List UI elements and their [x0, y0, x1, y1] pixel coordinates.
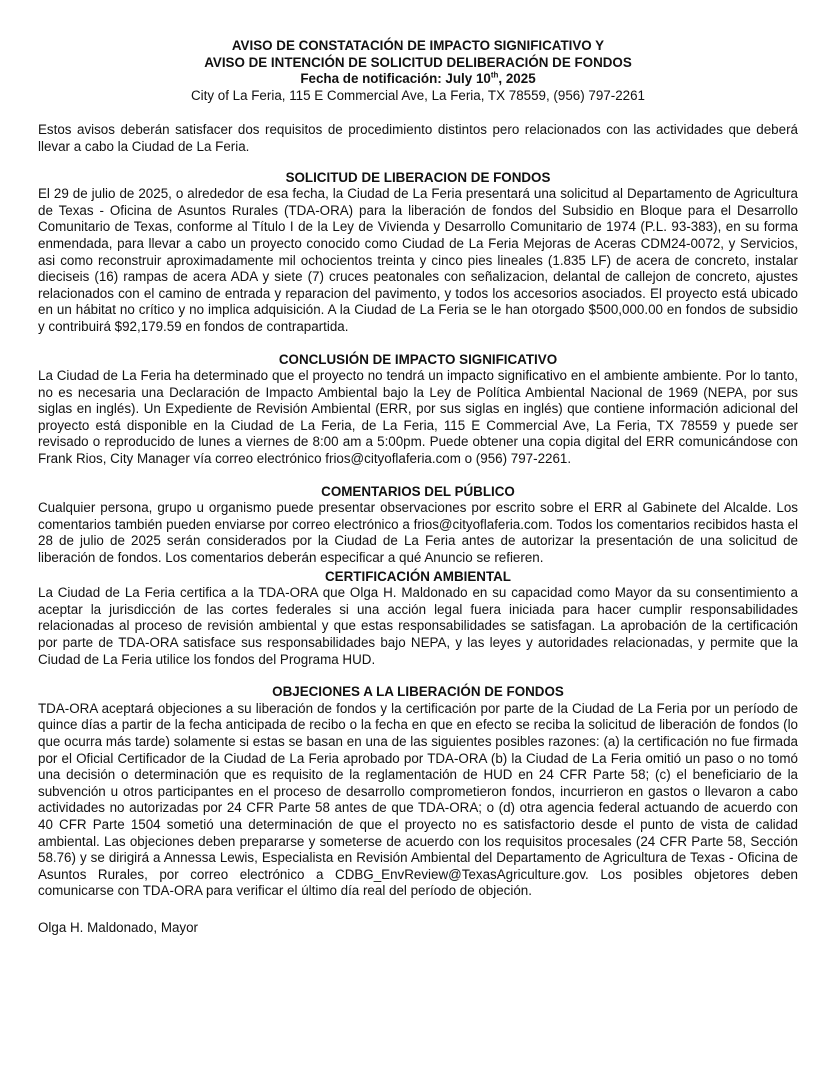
notification-date — [38, 71, 798, 88]
notice-header — [38, 38, 798, 104]
notification-date-prefix: Fecha de notificación: July 10 — [300, 71, 491, 87]
section-title-public-comments: COMENTARIOS DEL PÚBLICO — [321, 483, 515, 499]
section-body-public-comments: Cualquier persona, grupo u organismo puede presentar observaciones por escrito sobre el ERR al Gabinete del Alcalde. Los comentarios también pueden enviarse por correo electrónico a frios@cityoflaferia.com. Todos los comentarios recibidos hasta el 28 de julio de 2025 serán considerados por la Ciudad de La Feria antes de autorizar la presentación de una solicitud de liberación de fondos. Los comentarios deberán especificar a qué Anuncio se refieren. — [38, 500, 798, 566]
notice-title-line-1: AVISO DE CONSTATACIÓN DE IMPACTO SIGNIFICATIVO Y — [231, 38, 605, 53]
notice-title-line-2: AVISO DE INTENCIÓN DE SOLICITUD DELIBERACIÓN DE FONDOS — [204, 54, 632, 70]
city-address: City of La Feria, 115 E Commercial Ave, La Feria, TX 78559, (956) 797-2261 — [190, 87, 646, 103]
section-title-objections: OBJECIONES A LA LIBERACIÓN DE FONDOS — [272, 684, 564, 700]
section-title-environmental-certification: CERTIFICACIÓN AMBIENTAL — [325, 568, 511, 584]
section-body-significant-impact: La Ciudad de La Feria ha determinado que el proyecto no tendrá un impacto significativo en el ambiente ambiente. Por lo tanto, no es necesaria una Declaración de Impacto Ambiental bajo la Ley de Política Ambiental Nacional de 1969 (NEPA, por sus siglas en inglés). Un Expediente de Revisión Ambiental (ERR, por sus siglas en inglés) que contiene información adicional del proyecto está disponible en la Ciudad de La Feria, de La Feria, 115 E Commercial Ave, La Feria, TX 78559 y puede ser revisado o reproducido de lunes a viernes de 8:00 am a 5:00pm. Puede obtener una copia digital del ERR comunicándose con Frank Rios, City Manager vía correo electrónico frios@cityoflaferia.com o (956) 797-2261. — [38, 368, 798, 467]
section-title-significant-impact: CONCLUSIÓN DE IMPACTO SIGNIFICATIVO — [278, 351, 558, 367]
section-body-release-request: El 29 de julio de 2025, o alrededor de esa fecha, la Ciudad de La Feria presentará una solicitud al Departamento de Agricultura de Texas - Oficina de Asuntos Rurales (TDA-ORA) para la liberación de fondos del Subsidio en Bloque para el Desarrollo Comunitario de Texas, conforme al Título I de la Ley de Vivienda y Desarrollo Comunitario de 1974 (P.L. 93-383), en su forma enmendada, para llevar a cabo un proyecto conocido como Ciudad de La Feria Mejoras de Aceras CDM24-0072, y Servicios, asi como reconstruir aproximadamente mil ochocientos treinta y cinco pies lineales (1.835 LF) de acera de concreto, instalar dieciseis (16) rampas de acera ADA y siete (7) cruces peatonales con señalizacion, delantal de callejon de concreto, ajustes relacionados con el camino de entrada y reparacion del pavimento, y todos los accesorios asociados. El proyecto está ubicado en un hábitat no crítico y no implica adquisición. A la Ciudad de La Feria se le han otorgado $500,000.00 en fondos de subsidio y contribuirá $92,179.59 en fondos de contrapartida. — [38, 186, 798, 334]
intro-paragraph: Estos avisos deberán satisfacer dos requisitos de procedimiento distintos pero relacionados con las actividades que deberá llevar a cabo la Ciudad de La Feria. — [38, 122, 798, 154]
notification-date-ordinal: th — [490, 70, 499, 80]
section-body-objections: TDA-ORA aceptará objeciones a su liberación de fondos y la certificación por parte de la Ciudad de La Feria por un período de quince días a partir de la fecha anticipada de recibo o la fecha en que en efecto se reciba la solicitud de liberación de fondos (lo que ocurra más tarde) solamente si estas se basan en una de las siguientes posibles razones: (a) la certificación no fue firmada por el Oficial Certificador de la Ciudad de La Feria aprobado por TDA-ORA (b) la Ciudad de La Feria omitió un paso o no tomó una decisión o determinación que es requisito de la reglamentación de HUD en 24 CFR Parte 58; (c) el beneficiario de la subvención u otros participantes en el proceso de desarrollo comprometieron fondos, incurrieron en gastos o llevaron a cabo actividades no autorizadas por 24 CFR Parte 58 antes de que TDA-ORA; o (d) otra agencia federal actuando de acuerdo con 40 CFR Parte 1504 sometió una determinación de que el proyecto no es satisfactorio desde el punto de vista de calidad ambiental. Las objeciones deben prepararse y someterse de acuerdo con los requisitos procesales (24 CFR Parte 58, Sección 58.76) y se dirigirá a Annessa Lewis, Especialista en Revisión Ambiental del Departamento de Agricultura de Texas - Oficina de Asuntos Rurales, por correo electrónico a CDBG_EnvReview@TexasAgriculture.gov. Los posibles objetores deben comunicarse con TDA-ORA para verificar el último día real del período de objeción. — [38, 700, 798, 899]
notification-date-suffix: , 2025 — [498, 71, 536, 87]
section-title-release-request: SOLICITUD DE LIBERACION DE FONDOS — [285, 169, 551, 185]
notice-document — [38, 38, 798, 937]
section-body-environmental-certification: La Ciudad de La Feria certifica a la TDA-ORA que Olga H. Maldonado en su capacidad como Mayor da su consentimiento a aceptar la jurisdicción de las cortes federales si una acción legal fuera iniciada para hacer cumplir responsabilidades relacionadas al proceso de revisión ambiental y que estas responsabilidades se satisfagan. La aprobación de la certificación por parte de TDA-ORA satisface sus responsabilidades bajo NEPA, y las leyes y autoridades relacionadas, y permite que la Ciudad de La Feria utilice los fondos del Programa HUD. — [38, 585, 798, 667]
signature-line: Olga H. Maldonado, Mayor — [38, 919, 199, 935]
